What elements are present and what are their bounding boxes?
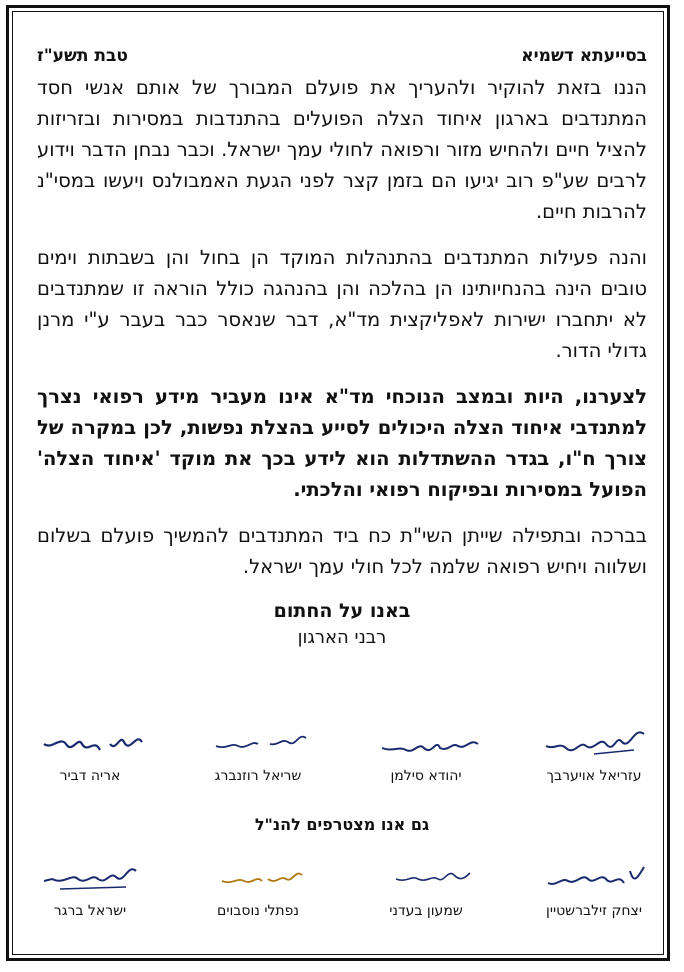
handwritten-signature-icon xyxy=(198,720,318,764)
signer-name: שמעון בעדני xyxy=(389,903,463,919)
bsd-heading: בסייעתא דשמיא xyxy=(521,46,647,66)
handwritten-signature-icon xyxy=(534,855,654,899)
signer-name: יהודא סילמן xyxy=(390,768,462,784)
signatures-row-2 xyxy=(20,855,664,919)
signer-name: נפתלי נוסבוים xyxy=(217,903,299,919)
handwritten-signature-icon xyxy=(366,720,486,764)
paragraph-instruction: לצערנו, היות ובמצב הנוכחי מד"א אינו מעביר מידע רפואי נצרך למתנדבי איחוד הצלה היכולים לסייע בהצלת נפשות, לכן במקרה של צורך ח"ו, בגדר ההשתדלות הוא לידע בכך את מוקד 'איחוד הצלה' הפועל במסירות ובפיקוח רפואי והלכתי. xyxy=(37,385,647,501)
signature-block xyxy=(524,720,664,784)
signer-name: ישראל ברגר xyxy=(53,903,127,919)
handwritten-signature-icon xyxy=(534,720,654,764)
letter-header xyxy=(37,46,647,66)
handwritten-signature-icon xyxy=(30,855,150,899)
paragraph-guidance: והנה פעילות המתנדבים בהתנהלות המוקד הן בחול והן בשבתות וימים טובים הינה בהנחיותינו הן בהלכה והן בהנהגה כולל הוראה זו שמתנדבים לא יתחברו ישירות לאפליקצית מד"א, דבר שנאסר כבר בעבר ע"י מרנן גדולי הדור. xyxy=(37,246,647,362)
signature-block xyxy=(188,855,328,919)
signer-name: אריה דביר xyxy=(59,768,121,784)
signer-name: עזריאל אויערבך xyxy=(546,768,642,784)
signature-block xyxy=(20,720,160,784)
handwritten-signature-icon xyxy=(30,720,150,764)
signature-block xyxy=(524,855,664,919)
signature-block xyxy=(20,855,160,919)
letter-body xyxy=(37,46,647,651)
handwritten-signature-icon xyxy=(366,855,486,899)
handwritten-signature-icon xyxy=(198,855,318,899)
hebrew-date: טבת תשע"ז xyxy=(37,46,128,66)
joined-line: גם אנו מצטרפים להנ"ל xyxy=(254,815,430,834)
signer-name: שריאל רוזנברג xyxy=(214,768,302,784)
signature-block xyxy=(356,855,496,919)
paragraph-blessing: בברכה ובתפילה שייתן השי"ת כח ביד המתנדבים להמשיך פועלם בשלום ושלווה ויחיש רפואה שלמה לכל חולי עמך ישראל. xyxy=(37,524,647,578)
signature-block xyxy=(188,720,328,784)
signoff-subline: רבני הארגון xyxy=(297,627,387,648)
paragraph-praise: הננו בזאת להוקיר ולהעריך את פועלם המבורך של אותם אנשי חסד המתנדבים בארגון איחוד הצלה הפועלים בהתנדבות במסירות ובזריזות להציל חיים ולהחיש מזור ורפואה לחולי עמך ישראל. וכבר נבחן הדבר וידוע לרבים שע"פ רוב יגיעו הם בזמן קצר לפני הגעת האמבולנס ויעשו במסי"נ להרבות חיים. xyxy=(37,76,647,223)
signatures-row-1 xyxy=(20,720,664,784)
signoff-block xyxy=(37,597,647,651)
signature-block xyxy=(356,720,496,784)
signoff-line: באנו על החתום xyxy=(273,600,411,622)
signer-name: יצחק זילברשטיין xyxy=(546,903,642,919)
